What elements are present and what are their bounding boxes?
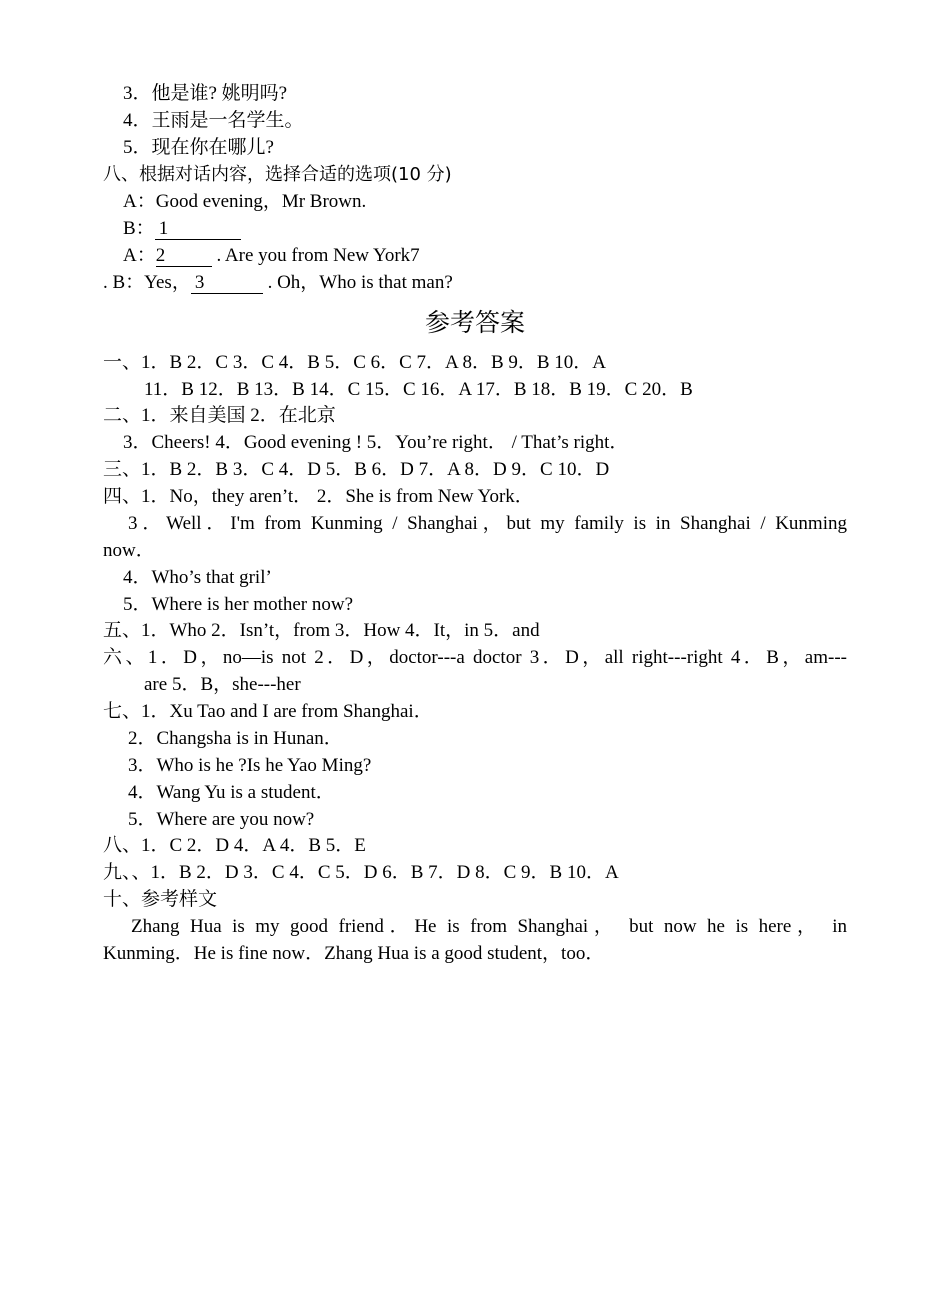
q7-line-3: 3．他是谁? 姚明吗? [123, 83, 288, 104]
answer-section-7-item-3: 3．Who is he ?Is he Yao Ming? [128, 755, 372, 776]
answer-section-4-item-4: 4．Who’s that gril’ [123, 567, 272, 588]
dialogue-speaker-b-2: . B：Yes， [103, 272, 191, 293]
dialogue-line-3 [123, 244, 420, 268]
answer-blank-3[interactable]: 3 [191, 273, 263, 294]
dialogue-line-4-text: . Oh，Who is that man? [267, 272, 453, 293]
answer-section-3: 三、1．B 2．B 3．C 4．D 5．B 6．D 7．A 8．D 9．C 10．D [103, 459, 610, 480]
answer-blank-2[interactable]: 2 [156, 246, 212, 267]
answer-section-4-item-3-cont: now． [103, 540, 155, 561]
answer-section-7: 七、1．Xu Tao and I are from Shanghai． [103, 701, 433, 722]
answer-section-4-item-5: 5．Where is her mother now? [123, 594, 354, 615]
answer-section-9: 九、、1．B 2．D 3．C 4．C 5．D 6．B 7．D 8．C 9．B 10．A [103, 862, 619, 883]
answer-section-7-item-5: 5．Where are you now? [128, 809, 315, 830]
answer-section-6: 六、1．D，no—is not 2．D，doctor---a doctor 3．D，all right---right 4．B，am--- [103, 647, 847, 668]
answer-section-8: 八、1．C 2．D 4．A 4．B 5．E [103, 835, 366, 856]
q8-heading: 八、根据对话内容，选择合适的选项(10 分) [103, 164, 452, 185]
sample-essay-line-2: Kunming．He is fine now．Zhang Hua is a good student，too． [103, 943, 605, 964]
answer-section-7-item-4: 4．Wang Yu is a student． [128, 782, 335, 803]
dialogue-line-4 [103, 271, 453, 295]
answer-section-4: 四、1．No，they aren’t． 2．She is from New York． [103, 486, 534, 507]
sample-essay-line-1: Zhang Hua is my good friend．He is from Shanghai， but now he is here， in [131, 916, 847, 937]
answer-section-2-cont: 3．Cheers! 4．Good evening ! 5．You’re right． / That’s right． [123, 432, 629, 453]
answer-section-7-item-2: 2．Changsha is in Hunan． [128, 728, 343, 749]
answer-section-6-cont: are 5．B，she---her [144, 674, 301, 695]
q7-line-5: 5．现在你在哪儿? [123, 137, 274, 158]
answer-section-4-item-3: 3．Well．I'm from Kunming / Shanghai，but my family is in Shanghai / Kunming [128, 513, 847, 534]
answer-section-1-cont: 11．B 12．B 13．B 14．C 15．C 16．A 17．B 18．B 19．C 20．B [144, 379, 693, 400]
answer-key-title: 参考答案 [424, 308, 525, 337]
q7-line-4: 4．王雨是一名学生。 [123, 110, 304, 131]
answer-section-1: 一、1．B 2．C 3．C 4．B 5．C 6．C 7．A 8．B 9．B 10．A [103, 352, 607, 373]
dialogue-line-3-text: . Are you from New York7 [216, 245, 420, 266]
dialogue-speaker-b: B： [123, 218, 155, 239]
dialogue-line-1: A：Good evening，Mr Brown. [123, 191, 367, 212]
answer-section-10: 十、参考样文 [103, 889, 218, 910]
answer-section-5: 五、1．Who 2．Isn’t，from 3．How 4．It，in 5．and [103, 620, 540, 641]
answer-section-2: 二、1．来自美国 2．在北京 [103, 405, 336, 426]
dialogue-speaker-a: A： [123, 245, 156, 266]
dialogue-line-2 [123, 217, 241, 241]
answer-blank-1[interactable]: 1 [155, 219, 241, 240]
